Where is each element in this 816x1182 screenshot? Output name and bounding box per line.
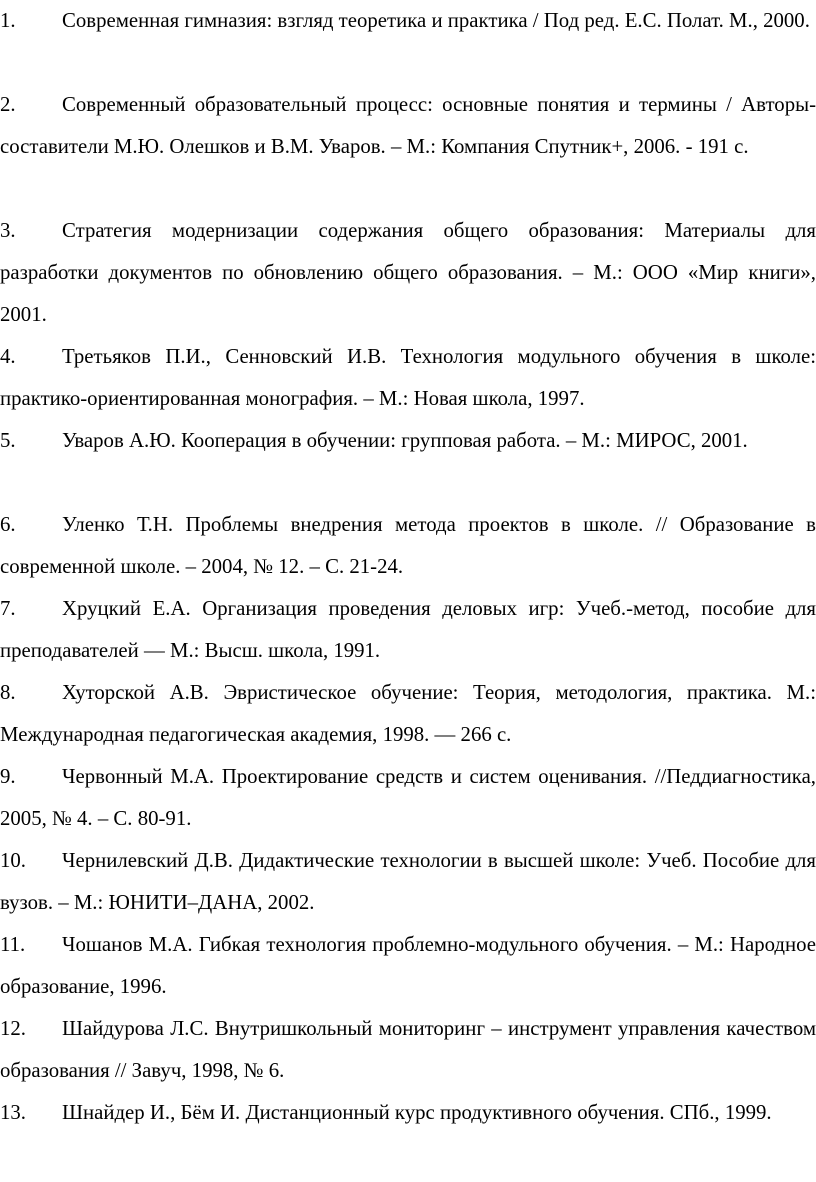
reference-number: 8. — [0, 681, 16, 704]
reference-text: Третьяков П.И., Сенновский И.В. Технология модульного обучения в школе: практико-ориентированная монография. – М.: Новая школа, 1997. — [0, 345, 816, 410]
reference-number: 3. — [0, 219, 16, 242]
reference-text: Стратегия модернизации содержания общего образования: Материалы для разработки документов по обновлению общего образования. – М.: ООО «Мир книги», 2001. — [0, 219, 816, 326]
reference-text: Уваров А.Ю. Кооперация в обучении: групповая работа. – М.: МИРОС, 2001. — [62, 429, 748, 452]
reference-text: Шайдурова Л.С. Внутришкольный мониторинг – инструмент управления качеством образования // Завуч, 1998, № 6. — [0, 1017, 816, 1082]
reference-text: Чошанов М.А. Гибкая технология проблемно-модульного обучения. – М.: Народное образование, 1996. — [0, 933, 816, 998]
reference-item — [0, 420, 816, 462]
reference-number: 6. — [0, 513, 16, 536]
reference-item — [0, 84, 816, 168]
reference-number: 7. — [0, 597, 16, 620]
reference-number: 4. — [0, 345, 16, 368]
reference-item — [0, 0, 816, 42]
reference-text: Хруцкий Е.А. Организация проведения деловых игр: Учеб.-метод, пособие для преподавателей — М.: Высш. школа, 1991. — [0, 597, 816, 662]
reference-item — [0, 588, 816, 672]
reference-text: Чернилевский Д.В. Дидактические технологии в высшей школе: Учеб. Пособие для вузов. – М.: ЮНИТИ–ДАНА, 2002. — [0, 849, 816, 914]
reference-item — [0, 672, 816, 756]
reference-number: 12. — [0, 1017, 26, 1040]
reference-text: Современная гимназия: взгляд теоретика и практика / Под ред. Е.С. Полат. М., 2000. — [62, 9, 810, 32]
reference-item — [0, 840, 816, 924]
reference-text: Червонный М.А. Проектирование средств и систем оценивания. //Педдиагностика, 2005, № 4. – С. 80-91. — [0, 765, 816, 830]
reference-item — [0, 924, 816, 1008]
reference-item — [0, 336, 816, 420]
reference-item — [0, 210, 816, 336]
reference-text: Шнайдер И., Бём И. Дистанционный курс продуктивного обучения. СПб., 1999. — [62, 1101, 772, 1124]
reference-item — [0, 1092, 816, 1134]
reference-item — [0, 504, 816, 588]
reference-text: Уленко Т.Н. Проблемы внедрения метода проектов в школе. // Образование в современной школе. – 2004, № 12. – С. 21-24. — [0, 513, 816, 578]
reference-number: 11. — [0, 933, 26, 956]
reference-item — [0, 756, 816, 840]
reference-number: 5. — [0, 429, 16, 452]
reference-number: 10. — [0, 849, 26, 872]
reference-number: 13. — [0, 1101, 26, 1124]
reference-number: 1. — [0, 9, 16, 32]
reference-number: 2. — [0, 93, 16, 116]
reference-item — [0, 1008, 816, 1092]
reference-number: 9. — [0, 765, 16, 788]
reference-text: Современный образовательный процесс: основные понятия и термины / Авторы-составители М.Ю. Олешков и В.М. Уваров. – М.: Компания Спутник+, 2006. - 191 с. — [0, 93, 816, 158]
reference-text: Хуторской А.В. Эвристическое обучение: Теория, методология, практика. М.: Международная педагогическая академия, 1998. — 266 с. — [0, 681, 816, 746]
